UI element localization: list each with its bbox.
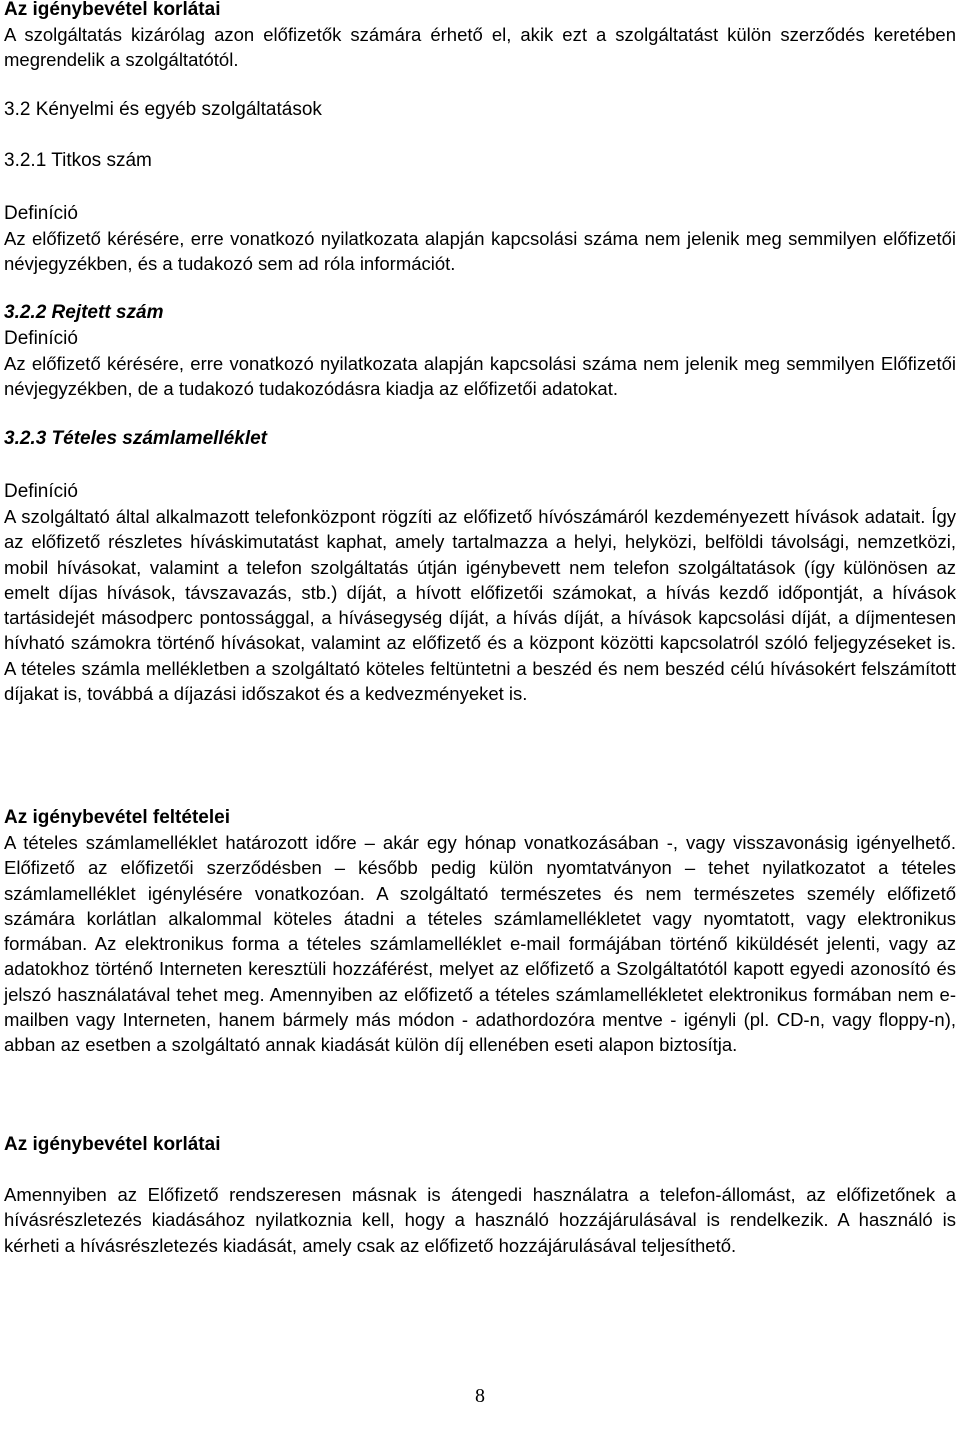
definition-heading-3-2-1: Definíció <box>4 203 78 224</box>
paragraph-korlatai-2: Amennyiben az Előfizető rendszeresen másnak is átengedi használatra a telefon-állomást, az előfizetőnek a hívásrészletezés kiadásához nyilatkoznia kell, hogy a használó hozzájárulásával is rendelkezik. A használó is kérheti a hívásrészletezés kiadását, amely csak az előfizető hozzájárulásával teljesíthető. <box>4 1184 956 1256</box>
paragraph-feltetelei: A tételes számlamelléklet határozott időre – akár egy hónap vonatkozásában -, vagy visszavonásig igényelhető. Előfizető az előfizetői szerződésben – később pedig külön nyomtatványon – tehet nyilatkozatot a tételes számlamelléklet igénylésére vonatkozóan. A szolgáltató természetes és nem természetes személy előfizető számára korlátlan alkalommal köteles átadni a tételes számlamellékletet vagy nyomtatott, vagy elektronikus formában. Az elektronikus forma a tételes számlamelléklet e-mail formájában történő kiküldését jelenti, vagy az adatokhoz történő Interneten keresztüli hozzáférést, melyet az előfizető a Szolgáltatótól kapott egyedi azonosító és jelszó használatával tehet meg. Amennyiben az előfizető a tételes számlamellékletet elektronikus formában nem e-mailben vagy Interneten, hanem bármely más módon - adathordozóra mentve - igényli (pl. CD-n, vagy floppy-n), abban az esetben a szolgáltató annak kiadását külön díj ellenében eseti alapon biztosítja. <box>4 832 956 1056</box>
section-heading-3-2-3: 3.2.3 Tételes számlamelléklet <box>4 428 267 449</box>
section-heading-feltetelei: Az igénybevétel feltételei <box>4 807 230 828</box>
section-heading-3-2: 3.2 Kényelmi és egyéb szolgáltatások <box>4 99 322 120</box>
definition-text-3-2-3: A szolgáltató által alkalmazott telefonközpont rögzíti az előfizető hívószámáról kezdeményezett hívások adatait. Így az előfizető részletes híváskimutatást kaphat, amely tartalmazza a helyi, helyközi, belföldi távolsági, nemzetközi, mobil hívásokat, valamint a telefon szolgáltatás útján igénybevett nem telefon szolgáltatások (így különösen az emelt díjas hívások, távszavazás, stb.) díját, a hívott előfizetői számokat, a hívás kezdő időpontját, a hívások tartásidejét másodperc pontossággal, a hívásegység díját, a hívás díját, a hívások kapcsolási díját, a díjmentesen hívható számokra történő hívásokat, valamint az előfizető és a központ közötti kapcsolatról szóló feljegyzéseket is. A tételes számla mellékletben a szolgáltató köteles feltüntetni a beszéd és nem beszéd célú hívásokért felszámított díjakat is, továbbá a díjazási időszakot és a kedvezményeket is. <box>4 506 956 705</box>
section-heading-korlatai: Az igénybevétel korlátai <box>4 0 221 20</box>
definition-text-3-2-2: Az előfizető kérésére, erre vonatkozó nyilatkozata alapján kapcsolási száma nem jelenik meg semmilyen Előfizetői névjegyzékben, de a tudakozó tudakozódásra kiadja az előfizetői adatokat. <box>4 353 956 400</box>
definition-text-3-2-1: Az előfizető kérésére, erre vonatkozó nyilatkozata alapján kapcsolási száma nem jelenik meg semmilyen előfizetői névjegyzékben, és a tudakozó sem ad róla információt. <box>4 228 956 275</box>
section-heading-3-2-2: 3.2.2 Rejtett szám <box>4 302 164 323</box>
section-heading-korlatai-2: Az igénybevétel korlátai <box>4 1134 221 1155</box>
definition-heading-3-2-3: Definíció <box>4 481 78 502</box>
page-number: 8 <box>475 1385 485 1407</box>
definition-heading-3-2-2: Definíció <box>4 328 78 349</box>
section-heading-3-2-1: 3.2.1 Titkos szám <box>4 150 152 171</box>
paragraph-korlatai: A szolgáltatás kizárólag azon előfizetők számára érhető el, akik ezt a szolgáltatást külön szerződés keretében megrendelik a szolgáltatótól. <box>4 24 956 71</box>
